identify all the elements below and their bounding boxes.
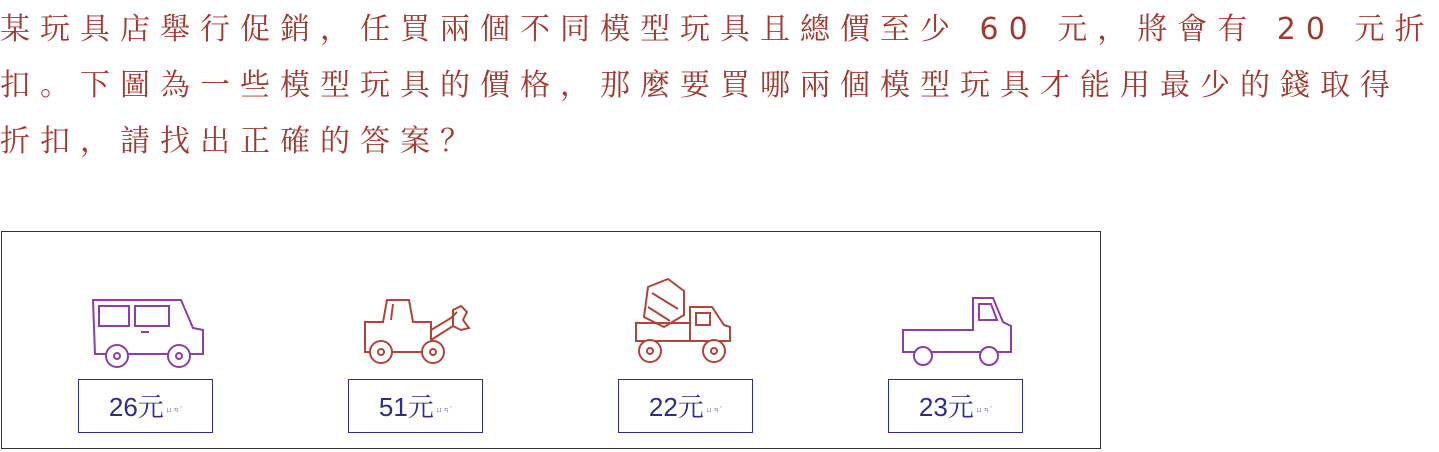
price-unit: 元 (407, 392, 434, 422)
price-value: 26 (108, 392, 138, 422)
price-unit-bopomofo: ㄩㄢˊ (165, 407, 183, 414)
price-unit-bopomofo: ㄩㄢˊ (435, 407, 453, 414)
price-tag-jeep (78, 379, 213, 433)
pickup-truck-icon (899, 296, 1019, 371)
price-value: 22 (648, 392, 678, 422)
price-tag-cement-mixer (618, 379, 753, 433)
question-text: 某玩具店舉行促銷，任買兩個不同模型玩具且總價至少 60 元，將會有 20 元折扣。下圖為一些模型玩具的價格，那麼要買哪兩個模型玩具才能用最少的錢取得折扣，請找出正確的答案？ (0, 12, 1435, 159)
price-value: 51 (378, 392, 408, 422)
cement-mixer-icon (630, 277, 750, 372)
price-unit-bopomofo: ㄩㄢˊ (705, 407, 723, 414)
price-tag-bulldozer (348, 379, 483, 433)
price-unit: 元 (137, 392, 164, 422)
jeep-icon (77, 292, 212, 372)
bulldozer-icon (357, 290, 482, 370)
price-value: 23 (918, 392, 948, 422)
toy-price-panel (1, 231, 1101, 449)
price-unit-bopomofo: ㄩㄢˊ (975, 407, 993, 414)
price-tag-pickup-truck (888, 379, 1023, 433)
price-unit: 元 (947, 392, 974, 422)
price-unit: 元 (677, 392, 704, 422)
